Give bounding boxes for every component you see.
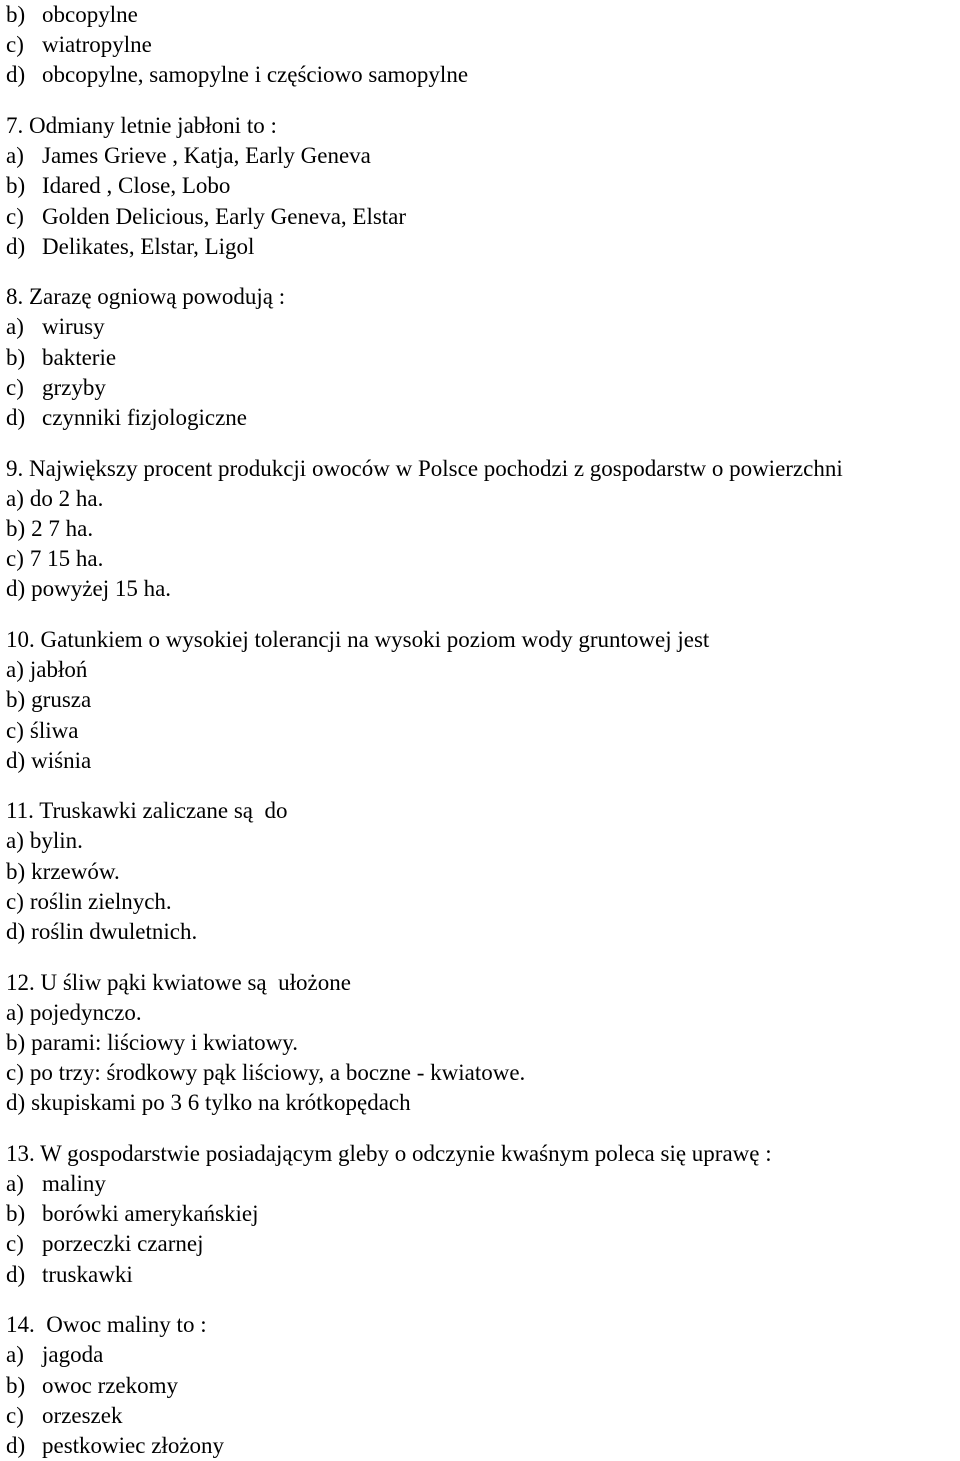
answer-option xyxy=(6,232,960,262)
question-number: 8. xyxy=(6,284,24,310)
option-label: d) xyxy=(6,233,26,259)
option-label: b) xyxy=(6,515,26,541)
question-block xyxy=(6,282,960,433)
answer-option xyxy=(6,1229,960,1259)
question-text: Gatunkiem o wysokiej tolerancji na wysoki poziom wody gruntowej jest xyxy=(40,626,710,652)
question-number: 10. xyxy=(6,626,35,652)
option-text: pojedynczo. xyxy=(29,999,142,1025)
answer-option xyxy=(6,1340,960,1370)
answer-option xyxy=(6,1431,960,1461)
option-label: c) xyxy=(6,1060,24,1086)
option-text: grzyby xyxy=(42,374,106,400)
answer-option xyxy=(6,1371,960,1401)
answer-option xyxy=(6,1401,960,1431)
option-label: b) xyxy=(6,1029,26,1055)
answer-option xyxy=(6,544,960,574)
option-text: krzewów. xyxy=(31,858,120,884)
option-label: a) xyxy=(6,143,24,169)
option-text: obcopylne xyxy=(42,2,138,27)
option-text: roślin dwuletnich. xyxy=(31,919,198,945)
question-heading xyxy=(6,111,960,141)
option-label: b) xyxy=(6,173,26,199)
option-label: c) xyxy=(6,203,24,229)
option-text: 7 15 ha. xyxy=(29,546,104,572)
question-heading xyxy=(6,796,960,826)
option-label: d) xyxy=(6,1261,26,1287)
question-number: 14. xyxy=(6,1312,35,1338)
answer-option xyxy=(6,655,960,685)
answer-option xyxy=(6,1058,960,1088)
answer-option xyxy=(6,514,960,544)
option-label: d) xyxy=(6,576,26,602)
option-label: d) xyxy=(6,1090,26,1116)
option-label: b) xyxy=(6,344,26,370)
option-label: a) xyxy=(6,828,24,854)
option-label: a) xyxy=(6,485,24,511)
option-text: James Grieve , Katja, Early Geneva xyxy=(42,143,371,169)
answer-option xyxy=(6,574,960,604)
option-text: truskawki xyxy=(42,1261,133,1287)
option-label: d) xyxy=(6,747,26,773)
question-gap xyxy=(6,262,960,282)
option-label: b) xyxy=(6,1201,26,1227)
question-text: Owoc maliny to : xyxy=(40,1312,207,1338)
option-c xyxy=(6,30,960,60)
question-gap xyxy=(6,91,960,111)
option-label: b) xyxy=(6,2,26,27)
question-gap xyxy=(6,947,960,967)
answer-option xyxy=(6,685,960,715)
option-label: d) xyxy=(6,1433,26,1458)
option-label: a) xyxy=(6,999,24,1025)
option-text: maliny xyxy=(42,1171,106,1197)
question-text: Truskawki zaliczane są do xyxy=(39,798,288,824)
option-text: wiśnia xyxy=(31,747,92,773)
option-text: powyżej 15 ha. xyxy=(31,576,172,602)
answer-option xyxy=(6,887,960,917)
question-block xyxy=(6,454,960,605)
question-number: 9. xyxy=(6,455,24,481)
option-text: czynniki fizjologiczne xyxy=(42,405,248,431)
option-text: porzeczki czarnej xyxy=(42,1231,204,1257)
option-text: jabłoń xyxy=(29,657,88,683)
answer-option xyxy=(6,484,960,514)
answer-option xyxy=(6,373,960,403)
option-label: c) xyxy=(6,888,24,914)
option-text: pestkowiec złożony xyxy=(42,1433,225,1458)
option-label: b) xyxy=(6,1372,26,1398)
question-heading xyxy=(6,454,960,484)
question-block xyxy=(6,968,960,1119)
option-label: d) xyxy=(6,62,26,88)
question-number: 7. xyxy=(6,112,24,138)
answer-option xyxy=(6,1199,960,1229)
question-list xyxy=(6,91,960,1461)
question-heading xyxy=(6,282,960,312)
answer-option xyxy=(6,857,960,887)
option-text: parami: liściowy i kwiatowy. xyxy=(31,1029,298,1055)
option-d xyxy=(6,60,960,90)
option-label: b) xyxy=(6,858,26,884)
answer-option xyxy=(6,202,960,232)
answer-option xyxy=(6,998,960,1028)
option-text: grusza xyxy=(31,687,92,713)
option-label: c) xyxy=(6,1402,24,1428)
question-number: 12. xyxy=(6,969,35,995)
option-text: wirusy xyxy=(42,314,105,340)
question-block xyxy=(6,625,960,776)
answer-option xyxy=(6,917,960,947)
question-block xyxy=(6,111,960,262)
option-text: owoc rzekomy xyxy=(42,1372,179,1398)
answer-option xyxy=(6,403,960,433)
question-text: Odmiany letnie jabłoni to : xyxy=(29,112,277,138)
question-block xyxy=(6,1139,960,1290)
option-text: bakterie xyxy=(42,344,117,370)
option-text: Idared , Close, Lobo xyxy=(42,173,231,199)
question-number: 13. xyxy=(6,1140,35,1166)
answer-option xyxy=(6,1088,960,1118)
option-label: a) xyxy=(6,657,24,683)
option-label: b) xyxy=(6,687,26,713)
question-heading xyxy=(6,968,960,998)
option-label: d) xyxy=(6,919,26,945)
option-label: c) xyxy=(6,717,24,743)
option-label: a) xyxy=(6,314,24,340)
question-gap xyxy=(6,433,960,453)
question-gap xyxy=(6,1119,960,1139)
answer-option xyxy=(6,1260,960,1290)
question-text: Zarazę ogniową powodują : xyxy=(29,284,286,310)
option-text: wiatropylne xyxy=(42,32,152,58)
option-text: po trzy: środkowy pąk liściowy, a boczne - kwiatowe. xyxy=(29,1060,526,1086)
option-text: śliwa xyxy=(29,717,79,743)
option-text: borówki amerykańskiej xyxy=(42,1201,259,1227)
question-heading xyxy=(6,625,960,655)
option-label: c) xyxy=(6,32,24,58)
question-text: U śliw pąki kwiatowe są ułożone xyxy=(40,969,351,995)
option-text: orzeszek xyxy=(42,1402,123,1428)
option-label: c) xyxy=(6,1231,24,1257)
option-text: Golden Delicious, Early Geneva, Elstar xyxy=(42,203,407,229)
question-gap xyxy=(6,1290,960,1310)
option-label: a) xyxy=(6,1342,24,1368)
question-number: 11. xyxy=(6,798,34,824)
answer-option xyxy=(6,1169,960,1199)
option-text: bylin. xyxy=(29,828,83,854)
answer-option xyxy=(6,826,960,856)
option-text: 2 7 ha. xyxy=(31,515,94,541)
option-label: d) xyxy=(6,405,26,431)
question-block xyxy=(6,1310,960,1461)
answer-option xyxy=(6,343,960,373)
document-page xyxy=(6,0,960,1461)
option-label: c) xyxy=(6,374,24,400)
answer-option xyxy=(6,171,960,201)
continuation-options xyxy=(6,0,960,91)
option-text: do 2 ha. xyxy=(29,485,104,511)
question-text: Największy procent produkcji owoców w Polsce pochodzi z gospodarstw o powierzchni xyxy=(29,455,843,481)
answer-option xyxy=(6,312,960,342)
option-text: Delikates, Elstar, Ligol xyxy=(42,233,255,259)
question-gap xyxy=(6,776,960,796)
question-heading xyxy=(6,1139,960,1169)
option-label: c) xyxy=(6,546,24,572)
answer-option xyxy=(6,1028,960,1058)
option-b xyxy=(6,0,960,30)
option-label: a) xyxy=(6,1171,24,1197)
option-text: skupiskami po 3 6 tylko na krótkopędach xyxy=(31,1090,411,1116)
question-heading xyxy=(6,1310,960,1340)
option-text: obcopylne, samopylne i częściowo samopylne xyxy=(42,62,469,88)
question-block xyxy=(6,796,960,947)
answer-option xyxy=(6,716,960,746)
option-text: jagoda xyxy=(42,1342,104,1368)
answer-option xyxy=(6,141,960,171)
answer-option xyxy=(6,746,960,776)
question-text: W gospodarstwie posiadającym gleby o odczynie kwaśnym poleca się uprawę : xyxy=(40,1140,772,1166)
question-gap xyxy=(6,605,960,625)
option-text: roślin zielnych. xyxy=(29,888,172,914)
